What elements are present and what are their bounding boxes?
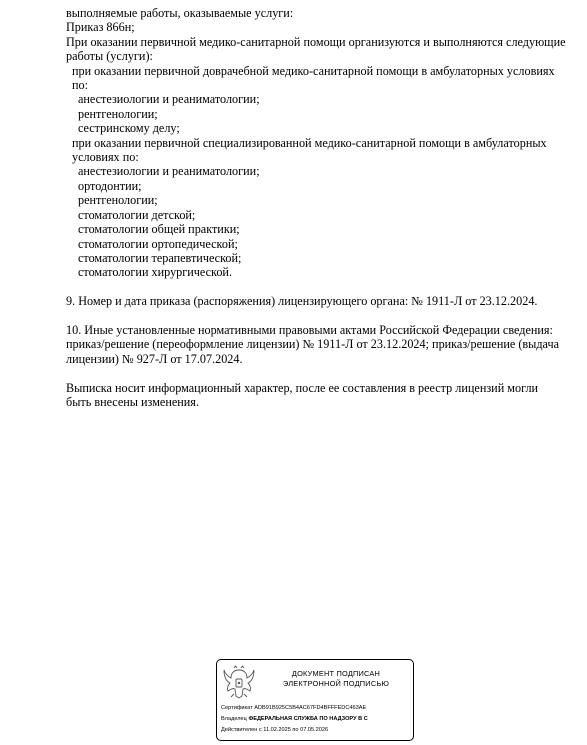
stamp-title-line1: ДОКУМЕНТ ПОДПИСАН <box>291 669 381 678</box>
order-reference: Приказ 866н; <box>66 20 135 35</box>
section-dovrach-list <box>66 92 566 135</box>
list-item: стоматологии детской; <box>78 207 196 222</box>
item-10: 10. Иные установленные нормативными правовыми актами Российской Федерации сведения: приказ/решение (переоформление лицензии) № 1911-Л от 23.12.2024; приказ/решение (выдача лицензии) № 927-Л от 17.07.2024. <box>66 322 559 366</box>
list-item: стоматологии общей практики; <box>78 222 240 237</box>
certificate-label: Сертификат <box>221 705 253 711</box>
item-9: 9. Номер и дата приказа (распоряжения) лицензирующего органа: № 1911-Л от 23.12.2024. <box>66 294 538 309</box>
stamp-title <box>261 669 411 688</box>
electronic-signature-stamp <box>216 659 414 741</box>
list-item: стоматологии терапевтической; <box>78 250 242 265</box>
list-item: рентгенологии; <box>78 193 158 208</box>
certificate-value: ADB91B925C5B4AC67FD4BFFFEDC463AE <box>254 705 367 711</box>
list-item: рентгенологии; <box>78 106 158 121</box>
list-item: стоматологии хирургической. <box>78 265 232 280</box>
russian-coat-of-arms-icon <box>222 664 256 700</box>
owner-label: Владелец <box>221 716 247 722</box>
document-body <box>66 6 566 409</box>
disclaimer: Выписка носит информационный характер, после ее составления в реестр лицензий могли быть внесены изменения. <box>66 380 539 409</box>
list-item: ортодонтии; <box>78 178 142 193</box>
section-dovrach-heading: при оказании первичной доврачебной медико-санитарной помощи в амбулаторных условиях по: <box>72 63 555 93</box>
pmsp-paragraph: При оказании первичной медико-санитарной помощи организуются и выполняются следующие работы (услуги): <box>66 34 566 64</box>
list-item: анестезиологии и реаниматологии; <box>78 164 260 179</box>
list-item: анестезиологии и реаниматологии; <box>78 92 260 107</box>
stamp-title-line2: ЭЛЕКТРОННОЙ ПОДПИСЬЮ <box>282 678 390 688</box>
section-special-list <box>66 164 566 279</box>
stamp-details <box>221 703 414 736</box>
section-special-heading: при оказании первичной специализированной медико-санитарной помощи в амбулаторных условиях по: <box>72 135 547 165</box>
intro-line: выполняемые работы, оказываемые услуги: <box>66 6 294 20</box>
validity-row: Действителен с 11.02.2025 по 07.05.2026 <box>221 727 329 733</box>
list-item: стоматологии ортопедической; <box>78 236 238 251</box>
owner-row <box>221 714 414 725</box>
certificate-row <box>221 703 414 714</box>
list-item: сестринскому делу; <box>78 121 180 136</box>
owner-value: ФЕДЕРАЛЬНАЯ СЛУЖБА ПО НАДЗОРУ В С <box>248 716 368 722</box>
